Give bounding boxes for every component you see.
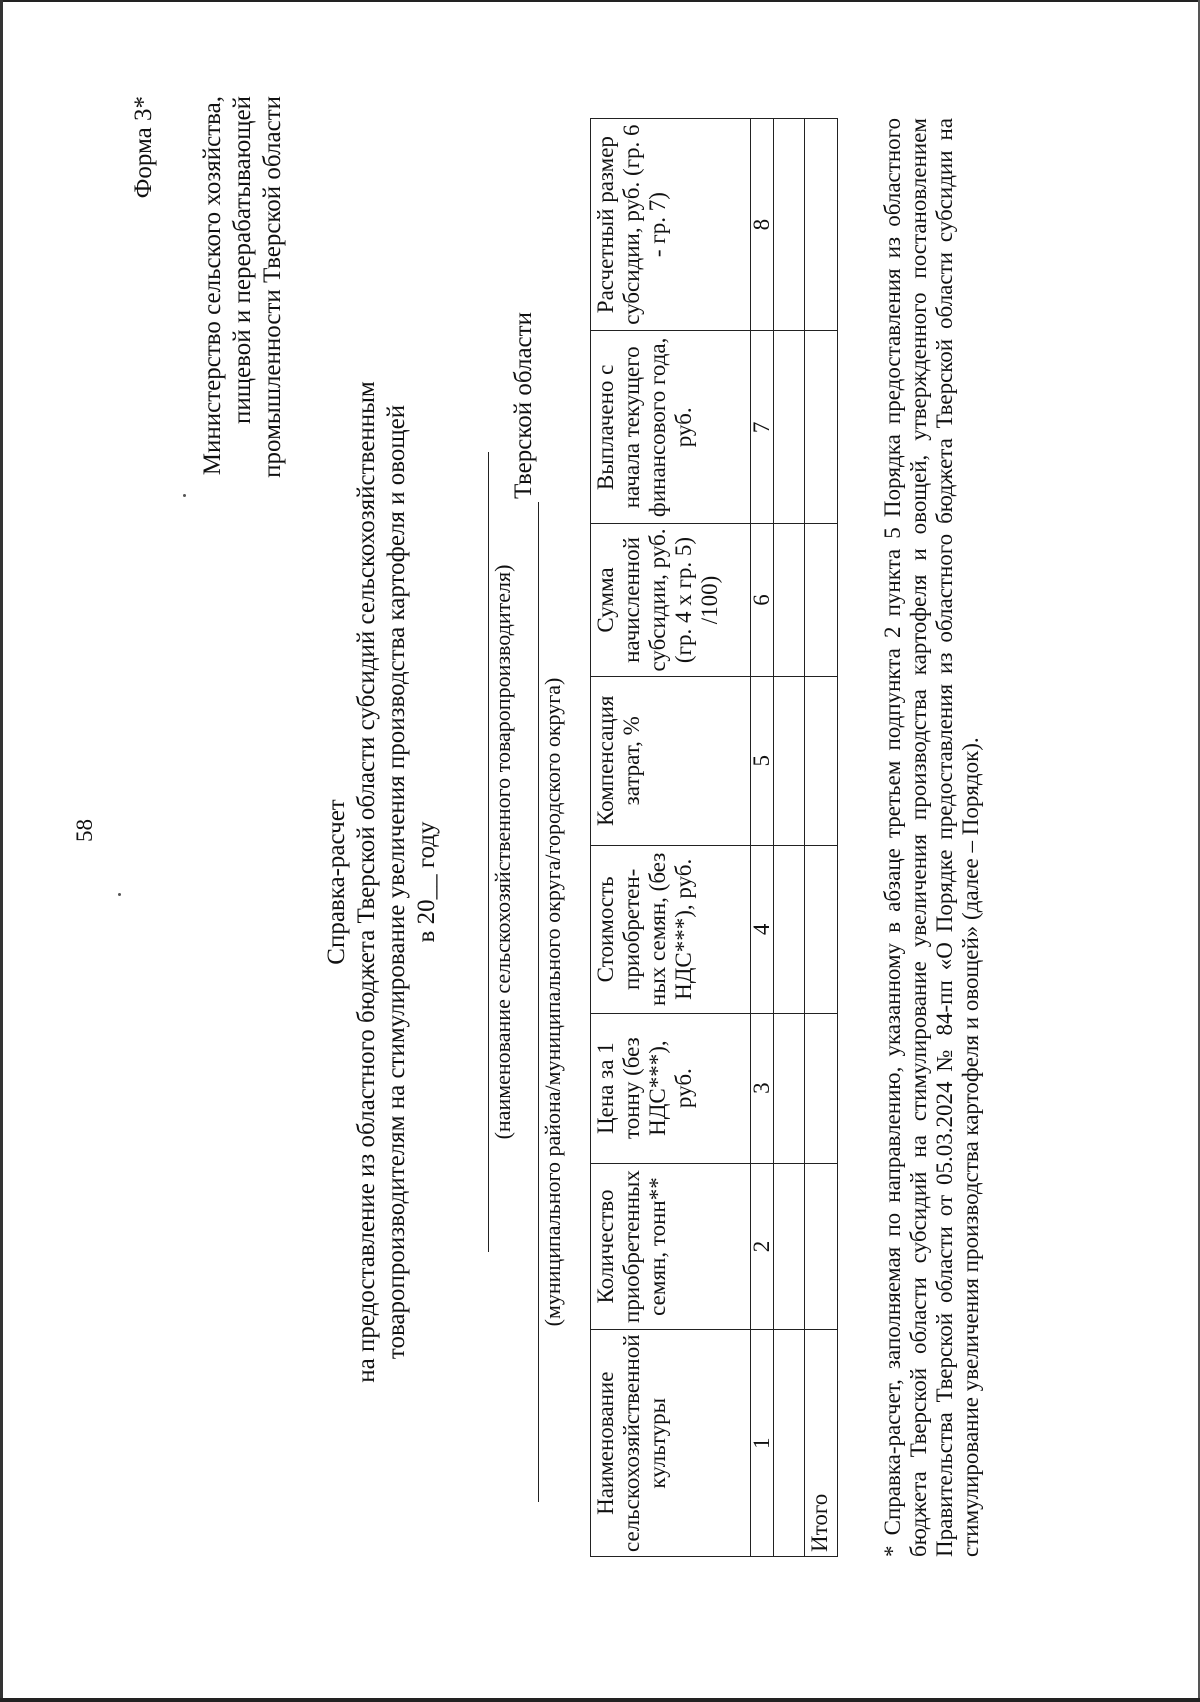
district-name-line — [538, 502, 539, 1502]
column-number-row — [751, 119, 774, 1557]
district-caption: (муниципального района/муниципального округа/городского округа) — [540, 677, 565, 1327]
region-suffix: Тверской области — [510, 312, 537, 499]
table-row — [774, 119, 805, 1557]
table-cell — [805, 1163, 838, 1330]
table-cell — [774, 1163, 805, 1330]
header-cell: Наименование сельскохозяйственной культуры — [591, 1330, 751, 1557]
table-cell — [774, 331, 805, 524]
column-number: 2 — [751, 1163, 774, 1330]
column-number: 6 — [751, 524, 774, 676]
ministry-block — [198, 96, 288, 616]
document-subtitle: товаропроизводителям на стимулирование увеличения производства картофеля и овощей — [383, 404, 410, 1360]
producer-caption: (наименование сельскохозяйственного товаропроизводителя) — [490, 564, 515, 1140]
column-number: 5 — [751, 676, 774, 845]
header-cell: Цена за 1 тонну (без НДС***), руб. — [591, 1013, 751, 1163]
column-number: 8 — [751, 119, 774, 331]
header-cell: Сумма начисленной субсидии, руб. (гр. 4 х гр. 5) /100) — [591, 524, 751, 676]
ministry-line: Министерство сельского хозяйства, — [199, 96, 226, 476]
table-cell — [774, 1330, 805, 1557]
column-number: 4 — [751, 845, 774, 1013]
table-cell — [805, 524, 838, 676]
header-cell: Выплачено с начала текущего финансового года, руб. — [591, 331, 751, 524]
table-cell — [774, 1013, 805, 1163]
table-cell — [805, 845, 838, 1013]
document-title: Справка-расчет — [323, 799, 350, 965]
header-cell: Расчетный размер субсидии, руб. (гр. 6 - гр. 7) — [591, 119, 751, 331]
total-label: Итого — [805, 1330, 838, 1557]
header-cell: Количество приобретенных семян, тонн** — [591, 1163, 751, 1330]
form-label: Форма 3* — [130, 96, 157, 199]
table-cell — [805, 1013, 838, 1163]
producer-name-line — [488, 452, 489, 1252]
header-cell: Стоимость приобретен-ных семян, (без НДС***), руб. — [591, 845, 751, 1013]
table-cell — [805, 676, 838, 845]
table-cell — [805, 119, 838, 331]
column-number: 7 — [751, 331, 774, 524]
table-cell — [805, 331, 838, 524]
table-cell — [774, 524, 805, 676]
ministry-line: промышленности Тверской области — [259, 96, 286, 478]
total-row — [805, 119, 838, 1557]
table-cell — [774, 845, 805, 1013]
document-year: в 20__ году — [413, 821, 440, 943]
ministry-line: пищевой и перерабатывающей — [229, 96, 256, 425]
header-cell: Компенсация затрат, % — [591, 676, 751, 845]
page-number: 58 — [72, 819, 97, 842]
column-number: 1 — [751, 1330, 774, 1557]
calculation-table — [590, 118, 838, 1557]
table-cell — [774, 676, 805, 845]
table-header-row — [591, 119, 751, 1557]
column-number: 3 — [751, 1013, 774, 1163]
document-subtitle: на предоставление из областного бюджета Тверской области субсидий сельскохозяйственным — [353, 381, 380, 1383]
footnote: * Справка-расчет, заполняемая по направлению, указанному в абзаце третьем подпункта 2 пункта 5 Порядка предоставления из областного бюджета Тверской области субсидий на стимулирование увеличения производства картофеля и овощей, утвержденного постановлением Правительства Тверской области от 05.03.2024 № 84-пп «О Порядке предоставления из областного бюджета Тверской области субсидии на стимулирование увеличения производства картофеля и овощей» (далее – Порядок). — [880, 118, 983, 1557]
table-cell — [774, 119, 805, 331]
